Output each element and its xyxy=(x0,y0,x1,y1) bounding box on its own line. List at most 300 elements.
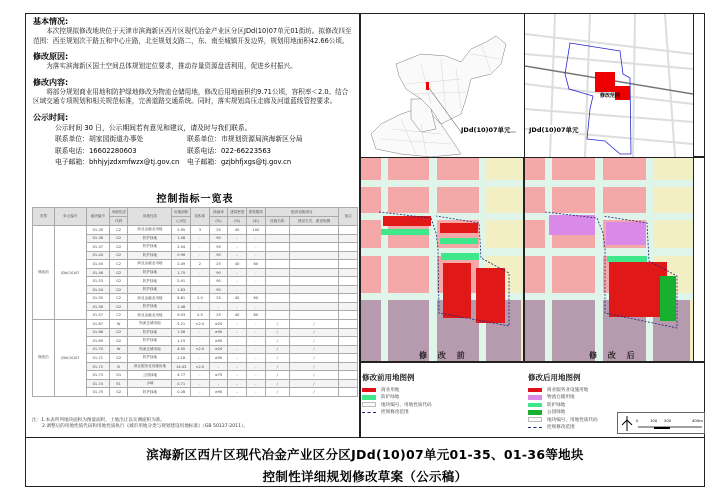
cell-remark xyxy=(339,260,358,269)
th-facility-name: 设施名称 xyxy=(265,217,289,226)
legend-label: 控规修改范围 xyxy=(381,410,409,416)
table-cell: / xyxy=(289,354,338,363)
table-cell: / xyxy=(265,362,289,371)
table-cell: - xyxy=(228,234,247,243)
table-cell: - xyxy=(247,388,266,397)
table-cell: / xyxy=(265,388,289,397)
table-cell: - xyxy=(228,328,247,337)
cell-remark xyxy=(339,234,358,243)
contact-grid xyxy=(33,134,352,169)
table-cell: - xyxy=(247,354,266,363)
legend-label: 物流仓储用地 xyxy=(547,395,575,401)
table-cell: ≥75 xyxy=(209,371,228,380)
table-cell xyxy=(289,226,338,235)
table-cell: G2 xyxy=(109,251,128,260)
table-cell: ≥90 xyxy=(209,354,228,363)
color-swatch-icon xyxy=(528,395,542,400)
legend-item xyxy=(362,401,432,409)
divider-legend xyxy=(359,361,705,363)
table-cell: 防护绿地 xyxy=(128,268,172,277)
th-unit: 单元编号 xyxy=(54,208,86,226)
table-cell: 物流仓储用地 xyxy=(128,320,172,329)
th-density-bottom: (%) xyxy=(228,217,247,226)
table-cell: - xyxy=(209,379,228,388)
table-cell: - xyxy=(247,268,266,277)
cell-remark xyxy=(339,251,358,260)
site-label: 修改范围 xyxy=(600,93,621,99)
table-cell: 防护绿地 xyxy=(128,285,172,294)
basic-title: 基本情况: xyxy=(33,17,69,26)
table-cell xyxy=(289,260,338,269)
table-cell: G2 xyxy=(109,243,128,252)
table-cell: 01-45 xyxy=(86,260,109,269)
table-cell: - xyxy=(191,354,210,363)
legend-item xyxy=(362,386,432,394)
plan-before-caption: 修 改 前 xyxy=(419,351,469,360)
plot-code-icon xyxy=(528,417,542,422)
table-cell: 水域 xyxy=(128,379,172,388)
table-cell xyxy=(265,302,289,311)
table-cell: - xyxy=(228,371,247,380)
legend-label: 公园绿地 xyxy=(547,410,566,416)
table-cell: 商业金融业用地 xyxy=(128,226,172,235)
table-cell: 2.91 xyxy=(172,277,191,286)
dashed-boundary-icon xyxy=(528,427,542,428)
table-cell: 商业金融业用地 xyxy=(128,311,172,320)
table-cell: 1.63 xyxy=(172,285,191,294)
table-cell: 25 xyxy=(209,226,228,235)
table-cell: ≥90 xyxy=(209,328,228,337)
table-cell: - xyxy=(228,354,247,363)
th-green-top: 绿地率 xyxy=(209,208,228,217)
table-cell: / xyxy=(289,337,338,346)
legend-item xyxy=(362,409,432,417)
table-cell: - xyxy=(191,268,210,277)
th-remark: 备注 xyxy=(339,208,358,226)
table-row xyxy=(33,320,358,329)
table-cell: 3 xyxy=(191,226,210,235)
table-cell: 2.18 xyxy=(172,354,191,363)
info-panel xyxy=(25,13,360,191)
divider-right xyxy=(693,13,694,361)
th-type: 类型 xyxy=(33,208,55,226)
table-title: 控制指标一览表 xyxy=(156,194,234,205)
table-cell: / xyxy=(289,328,338,337)
table-cell: C2 xyxy=(109,226,128,235)
table-cell xyxy=(265,311,289,320)
th-plot: 地块编号 xyxy=(86,208,109,226)
cell-unit: JDd(10)07 xyxy=(54,226,86,320)
table-cell: 9.03 xyxy=(172,311,191,320)
table-cell xyxy=(289,285,338,294)
title-line-2: 控制性详细规划修改草案（公示稿） xyxy=(262,469,468,484)
table-cell: 01-74 xyxy=(86,379,109,388)
table-cell: 90 xyxy=(209,268,228,277)
table-cell: - xyxy=(228,277,247,286)
table-cell: 01-71 xyxy=(86,354,109,363)
table-cell: 01-55 xyxy=(86,294,109,303)
table-cell: 防护绿地 xyxy=(128,277,172,286)
table-cell: W xyxy=(109,345,128,354)
legend-label: 商业服务业设施用地 xyxy=(547,387,589,393)
document-title xyxy=(25,437,705,487)
table-cell: - xyxy=(247,234,266,243)
table-cell: - xyxy=(228,362,247,371)
table-cell: - xyxy=(191,302,210,311)
legend-label: 商业用地 xyxy=(381,387,400,393)
cell-remark xyxy=(339,337,358,346)
table-cell: 01-44 xyxy=(86,251,109,260)
table-cell: 防护绿地 xyxy=(128,243,172,252)
table-cell: 14.43 xyxy=(172,362,191,371)
contact-unit-2: 联系单位：市规划资源局滨海新区分局 xyxy=(187,135,303,143)
table-cell: G2 xyxy=(109,285,128,294)
table-cell xyxy=(289,302,338,311)
table-cell: 4.50 xyxy=(172,345,191,354)
table-cell: G2 xyxy=(109,234,128,243)
table-cell: / xyxy=(265,345,289,354)
table-cell: / xyxy=(289,371,338,380)
table-cell: 25 xyxy=(209,311,228,320)
table-cell: - xyxy=(228,251,247,260)
table-cell: 防护绿地 xyxy=(128,354,172,363)
table-cell: - xyxy=(247,337,266,346)
table-cell: 2.0 xyxy=(191,311,210,320)
table-cell: 4.77 xyxy=(172,371,191,380)
notice-title: 公示时间: xyxy=(33,112,69,122)
cell-remark xyxy=(339,379,358,388)
table-cell: - xyxy=(191,379,210,388)
cell-remark xyxy=(339,277,358,286)
cell-remark xyxy=(339,320,358,329)
table-cell: 01-69 xyxy=(86,337,109,346)
legend-label: 防护绿地 xyxy=(381,395,400,401)
color-swatch-icon xyxy=(528,403,542,408)
table-cell: - xyxy=(191,285,210,294)
table-cell: 90 xyxy=(209,234,228,243)
table-cell: C2 xyxy=(109,294,128,303)
table-cell: 01-35 xyxy=(86,226,109,235)
title-line-1: 滨海新区西片区现代冶金产业区分区JDd(10)07单元01-35、01-36等地块 xyxy=(146,447,584,462)
th-green-bottom: (%) xyxy=(209,217,228,226)
table-cell: 0.71 xyxy=(172,379,191,388)
cell-remark xyxy=(339,226,358,235)
table-cell: 1.58 xyxy=(172,328,191,337)
cell-remark xyxy=(339,294,358,303)
th-area-bottom: (公顷) xyxy=(172,217,191,226)
table-cell: / xyxy=(265,371,289,380)
table-cell: / xyxy=(265,337,289,346)
table-cell: <2.0 xyxy=(191,345,210,354)
table-cell: 防护绿地 xyxy=(128,251,172,260)
cell-remark xyxy=(339,345,358,354)
table-cell: 0.96 xyxy=(172,251,191,260)
table-cell: ≥90 xyxy=(209,337,228,346)
th-height-top: 建筑限高 xyxy=(247,208,266,217)
table-cell: 公园绿地 xyxy=(128,371,172,380)
table-cell xyxy=(289,268,338,277)
table-cell: 01-68 xyxy=(86,328,109,337)
table-cell: G1 xyxy=(109,371,128,380)
scale-tick-0: 0 xyxy=(636,418,639,423)
legend-item xyxy=(528,409,598,417)
cell-remark xyxy=(339,354,358,363)
legend-label: 地块编号、用地性质代码 xyxy=(547,417,598,423)
table-cell: - xyxy=(228,302,247,311)
contact-email-1[interactable]: 电子邮箱：bhhjyjzdxmfwzx@tj.gov.cn xyxy=(55,158,180,166)
table-cell: - xyxy=(228,337,247,346)
table-cell: 0.28 xyxy=(172,388,191,397)
table-cell: / xyxy=(265,320,289,329)
table-cell: 40 xyxy=(228,311,247,320)
table-cell: - xyxy=(191,337,210,346)
scale-tick-400: 400m xyxy=(692,418,703,423)
table-cell: / xyxy=(289,320,338,329)
site-zoom-map xyxy=(525,14,693,157)
legend-label: 防护绿地 xyxy=(547,402,566,408)
reason-title: 修改原因: xyxy=(33,52,69,61)
site-marker-icon xyxy=(426,82,429,90)
color-swatch-icon xyxy=(362,395,376,400)
legend-before-title: 修改前用地图例 xyxy=(362,373,415,382)
dashed-boundary-icon xyxy=(362,412,376,413)
table-cell xyxy=(289,311,338,320)
table-cell: - xyxy=(191,277,210,286)
legend-label: 控规修改范围 xyxy=(547,425,575,431)
table-cell: 40 xyxy=(228,260,247,269)
table-cell: / xyxy=(265,328,289,337)
table-cell xyxy=(289,277,338,286)
table-cell: 60 xyxy=(247,260,266,269)
table-cell: - xyxy=(247,371,266,380)
table-cell: 90 xyxy=(209,285,228,294)
table-cell: 25 xyxy=(209,294,228,303)
table-cell xyxy=(265,243,289,252)
table-cell: 物流仓储用地 xyxy=(128,345,172,354)
table-cell: G2 xyxy=(109,354,128,363)
table-cell: 100 xyxy=(247,226,266,235)
zoom-map-label: JDd(10)07单元 xyxy=(529,126,579,134)
table-cell: G2 xyxy=(109,302,128,311)
table-cell: / xyxy=(289,379,338,388)
table-cell: 01-56 xyxy=(86,302,109,311)
cell-remark xyxy=(339,285,358,294)
table-cell: 2 xyxy=(191,260,210,269)
table-cell: G2 xyxy=(109,328,128,337)
legend-item xyxy=(528,401,598,409)
table-cell xyxy=(289,243,338,252)
cell-remark xyxy=(339,268,358,277)
contact-email-2[interactable]: 电子邮箱：gzjbhfjxgs@tj.gov.cn xyxy=(187,158,292,166)
table-cell: 40 xyxy=(228,226,247,235)
plan-after-caption: 修 改 后 xyxy=(589,351,639,360)
th-code-top: 用地性质 xyxy=(109,208,128,217)
location-map-label: JDd(10)07单元 xyxy=(461,126,511,134)
legend-item xyxy=(528,424,598,432)
table-cell: - xyxy=(228,285,247,294)
th-code-bottom: 代码 xyxy=(109,217,128,226)
table-cell xyxy=(265,294,289,303)
table-cell: - xyxy=(247,379,266,388)
table-cell: 2.04 xyxy=(172,243,191,252)
table-cell: 2.0 xyxy=(191,294,210,303)
notice-text: 公示时间 30 日，公示期间若有意见和建议，请及时与我们联系。 xyxy=(55,123,252,132)
table-cell: 防护绿地 xyxy=(128,388,172,397)
table-cell: - xyxy=(191,243,210,252)
table-cell: - xyxy=(228,243,247,252)
table-cell: C2 xyxy=(109,260,128,269)
table-cell: C2 xyxy=(109,311,128,320)
table-cell: - xyxy=(228,268,247,277)
table-cell: 01-37 xyxy=(86,243,109,252)
table-cell: 01-75 xyxy=(86,388,109,397)
table-cell: ≥90 xyxy=(209,388,228,397)
table-cell: - xyxy=(228,379,247,388)
table-cell: - xyxy=(191,234,210,243)
table-cell: - xyxy=(228,388,247,397)
table-cell: G2 xyxy=(109,277,128,286)
table-cell xyxy=(289,234,338,243)
table-cell: 60 xyxy=(247,311,266,320)
th-facility-mode: 建设方式、建设规模 xyxy=(289,217,338,226)
table-cell: - xyxy=(228,345,247,354)
table-cell: - xyxy=(247,285,266,294)
table-cell: 2.95 xyxy=(172,226,191,235)
table-cell: 1.08 xyxy=(172,234,191,243)
location-map xyxy=(361,14,524,157)
contact-phone-2: 联系电话：022-66223563 xyxy=(187,146,272,155)
cell-remark xyxy=(339,328,358,337)
cell-unit: JDd(10)07 xyxy=(54,320,86,397)
table-cell: 商业金融业用地 xyxy=(128,260,172,269)
cell-remark xyxy=(339,243,358,252)
table-cell: 90 xyxy=(209,251,228,260)
table-cell: - xyxy=(228,320,247,329)
table-cell: - xyxy=(247,320,266,329)
table-cell: ≥20 xyxy=(209,320,228,329)
table-cell: / xyxy=(289,345,338,354)
table-cell: 1.19 xyxy=(172,337,191,346)
table-cell: - xyxy=(247,277,266,286)
table-cell xyxy=(265,285,289,294)
table-cell: / xyxy=(289,362,338,371)
table-cell: / xyxy=(265,354,289,363)
th-density-top: 建筑密度 xyxy=(228,208,247,217)
control-index-table xyxy=(32,193,358,397)
table-cell: / xyxy=(265,379,289,388)
table-cell: 60 xyxy=(247,294,266,303)
table-cell: <2.0 xyxy=(191,362,210,371)
content-title: 修改内容: xyxy=(33,77,69,87)
table-cell: W xyxy=(109,320,128,329)
table-cell: - xyxy=(247,345,266,354)
table-cell: 01-72 xyxy=(86,362,109,371)
table-cell: 防护绿地 xyxy=(128,302,172,311)
table-cell: - xyxy=(209,302,228,311)
legend-item xyxy=(362,394,432,402)
table-cell: - xyxy=(247,243,266,252)
table-cell xyxy=(265,234,289,243)
table-cell: <2.0 xyxy=(191,320,210,329)
table-row xyxy=(33,226,358,235)
contact-unit-1: 联系单位：胡家园街道办事处 xyxy=(55,135,144,143)
content-text: 将部分规划商业用地和防护绿地修改为物流仓储用地，修改后用地面积约9.71公顷，容积率＜2.0。结合区域交通专项规划和相关规范标准，完善道路交通系统。同时，落实规划高压走廊及河道蓝线管控要求。 xyxy=(33,87,349,105)
scale-tick-100: 100 xyxy=(650,418,658,423)
table-cell: 01-46 xyxy=(86,268,109,277)
table-cell xyxy=(289,294,338,303)
table-cell: 01-53 xyxy=(86,277,109,286)
table-cell: 01-36 xyxy=(86,234,109,243)
table-cell: - xyxy=(247,251,266,260)
scale-bar xyxy=(617,412,705,434)
table-cell: 40 xyxy=(228,294,247,303)
cell-remark xyxy=(339,311,358,320)
table-cell: ≥20 xyxy=(209,345,228,354)
table-cell: - xyxy=(191,371,210,380)
north-arrow-icon xyxy=(622,416,632,431)
table-cell: 25 xyxy=(209,260,228,269)
plan-before-map xyxy=(361,158,523,361)
legend-before xyxy=(362,372,432,416)
cell-remark xyxy=(339,371,358,380)
table-cell: 商业服务业设施用地 xyxy=(128,362,172,371)
color-swatch-icon xyxy=(362,388,376,393)
legend-after xyxy=(528,372,598,431)
table-cell: 8.61 xyxy=(172,294,191,303)
th-far: 容积率 xyxy=(191,208,210,226)
table-cell: 90 xyxy=(209,243,228,252)
color-swatch-icon xyxy=(528,388,542,393)
table-cell: B xyxy=(109,362,128,371)
cell-type: 修改后 xyxy=(33,320,55,397)
table-cell: - xyxy=(191,251,210,260)
legend-label: 地块编号、用地性质代码 xyxy=(381,402,432,408)
table-cell xyxy=(289,251,338,260)
table-cell: - xyxy=(209,362,228,371)
color-swatch-icon xyxy=(528,410,542,415)
table-cell: 01-67 xyxy=(86,320,109,329)
table-cell xyxy=(265,251,289,260)
table-cell: 90 xyxy=(209,277,228,286)
table-cell: 商业金融业用地 xyxy=(128,294,172,303)
table-cell xyxy=(265,226,289,235)
table-cell xyxy=(265,277,289,286)
cell-remark xyxy=(339,302,358,311)
cell-remark xyxy=(339,362,358,371)
table-cell: 1.48 xyxy=(172,302,191,311)
table-cell: - xyxy=(247,328,266,337)
cell-remark xyxy=(339,388,358,397)
cell-type: 修改前 xyxy=(33,226,55,320)
legend-after-title: 修改后用地图例 xyxy=(528,373,581,382)
table-cell: - xyxy=(247,362,266,371)
table-cell: 防护绿地 xyxy=(128,234,172,243)
table-note-2: 2.调整后的用地性质代码和用地性质执行《城市用地分类与规划建设用地标准》（GB 50137-2011）。 xyxy=(42,424,248,429)
table-notes xyxy=(32,418,248,430)
basic-text: 本次控规拟修改地块位于天津市滨海新区西片区现代冶金产业区分区JDd(10)07单元01街坊。拟修改四至范围：西至规划次干路五和中心庄路，北至规划支路二，东、南至城镇开发边界，规划用地面积42.66公顷。 xyxy=(33,27,352,45)
plot-code-icon xyxy=(362,402,376,407)
table-cell: G2 xyxy=(109,337,128,346)
table-cell: G2 xyxy=(109,268,128,277)
table-cell: 01-54 xyxy=(86,285,109,294)
table-cell: - xyxy=(247,302,266,311)
contact-phone-1: 联系电话：16602280603 xyxy=(55,146,137,155)
table-cell xyxy=(265,260,289,269)
table-cell: 01-73 xyxy=(86,371,109,380)
table-cell: - xyxy=(191,328,210,337)
table-cell: E1 xyxy=(109,379,128,388)
table-cell xyxy=(265,268,289,277)
